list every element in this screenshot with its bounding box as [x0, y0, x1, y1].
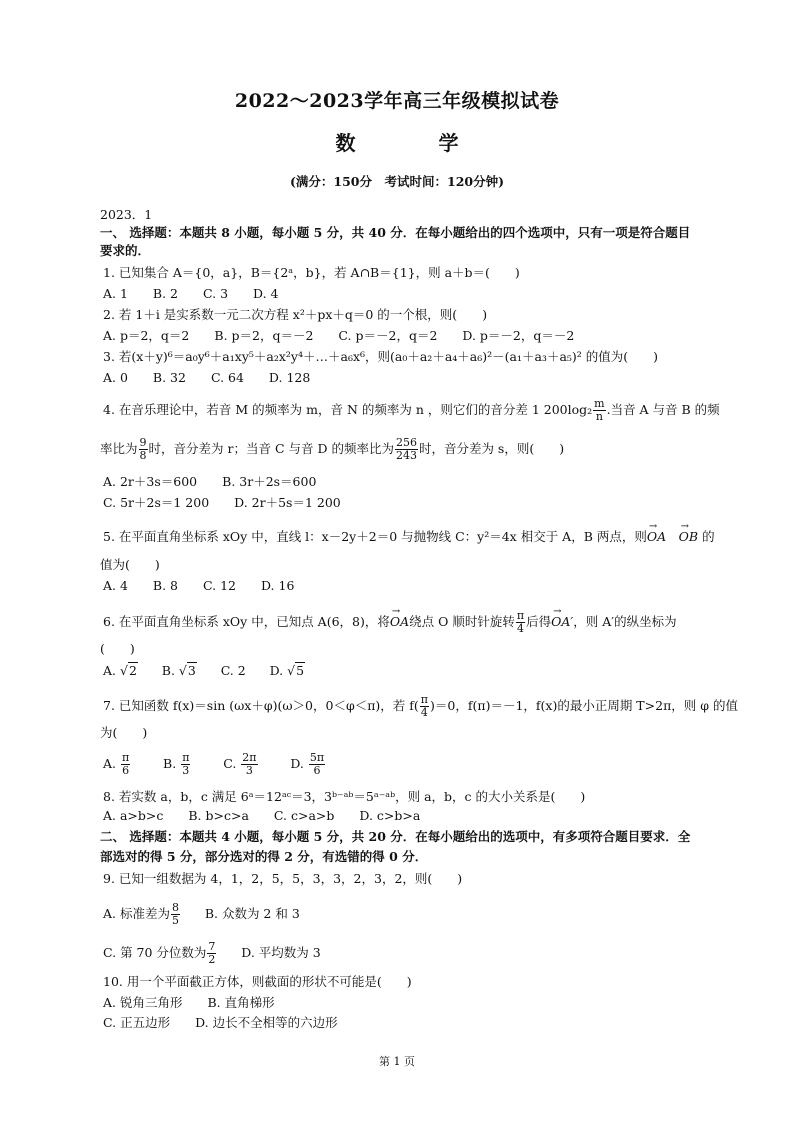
q4-fraction-mn: $\frac{m}{n}$ [594, 397, 605, 423]
q5-stem-line2: 值为( ) [100, 557, 160, 572]
vector-oa-prime: → OA′ [551, 613, 573, 631]
q9-options-ab: A. 标准差为 $\frac{8}{5}$ B. 众数为 2 和 3 [103, 901, 300, 927]
q4-options-ab: A. 2r＋3s＝600 B. 3r＋2s＝600 [103, 474, 317, 489]
q5-options: A. 4 B. 8 C. 12 D. 16 [103, 578, 295, 593]
section1-heading: 一、 选择题：本题共 8 小题，每小题 5 分，共 40 分．在每小题给出的四个选项中，只有一项是符合题目 [100, 225, 691, 240]
q5-stem-line1: 5. 在平面直角坐标系 xOy 中，直线 l：x－2y＋2＝0 与抛物线 C：y²＝4x 相交于 A，B 两点，则→ OA → OB 的 [103, 528, 715, 546]
vector-oa: → OA [647, 528, 666, 546]
q10-stem: 10. 用一个平面截正方体，则截面的形状不可能是( ) [103, 974, 412, 989]
q4-text-a: 4. 在音乐理论中，若音 M 的频率为 m，音 N 的频率为 n ，则它们的音分差 1 200log₂ [103, 402, 593, 417]
q4-fraction-9-8: $\frac{9}{8}$ [139, 436, 147, 462]
vector-oa: → OA [390, 613, 409, 631]
section2-heading: 二、 选择题：本题共 4 小题，每小题 5 分，共 20 分．在每小题给出的选项中，有多项符合题目要求．全 [100, 829, 691, 844]
q4-stem-line1 [103, 398, 720, 423]
q4-stem-line2: 率比为 $\frac{9}{8}$ 时，音分差为 r；当音 C 与音 D 的频率比为 $\frac{256}{243}$ 时，音分差为 s，则( ) [100, 436, 565, 462]
q1-options: A. 1 B. 2 C. 3 D. 4 [103, 286, 279, 301]
q6-stem-line1: 6. 在平面直角坐标系 xOy 中，已知点 A(6，8)，将→ OA绕点 O 顺时针旋转 $\frac{\pi}{4}$ 后得→ OA′，则 A′的纵坐标为 [103, 610, 677, 635]
q4-text-a-tail: .当音 A 与音 B 的频 [606, 402, 720, 417]
q8-options: A. a>b>c B. b>c>a C. c>a>b D. c>b>a [103, 808, 421, 823]
q9-options-cd: C. 第 70 分位数为 $\frac{7}{2}$ D. 平均数为 3 [103, 940, 321, 966]
q4-fraction-256-243: $\frac{256}{243}$ [395, 436, 417, 462]
q1-stem: 1. 已知集合 A＝{0，a}，B＝{2ᵃ，b}，若 A∩B＝{1}，则 a＋b＝( ) [103, 265, 520, 280]
score-time-note: (满分：150分 考试时间：120分钟) [289, 174, 504, 189]
q6-fraction-pi-4: $\frac{\pi}{4}$ [516, 609, 525, 635]
q2-stem: 2. 若 1＋i 是实系数一元二次方程 x²＋px＋q＝0 的一个根，则( ) [103, 307, 488, 322]
q6-stem-line2: ( ) [100, 641, 135, 656]
q7-stem-line1: 7. 已知函数 f(x)＝sin (ωx＋φ)(ω＞0，0＜φ＜π)，若 f( $\frac{\pi}{4}$ )＝0，f(π)＝－1，f(x)的最小正周期 T>2π，则 φ 的值 [103, 693, 738, 719]
subject-title: 数 学 [335, 131, 497, 155]
page-number: 第 1 页 [379, 1055, 415, 1068]
q10-options-cd: C. 正五边形 D. 边长不全相等的六边形 [103, 1015, 338, 1030]
q3-options: A. 0 B. 32 C. 64 D. 128 [103, 370, 311, 385]
q4-options-cd: C. 5r＋2s＝1 200 D. 2r＋5s＝1 200 [103, 495, 341, 510]
q2-options: A. p＝2，q＝2 B. p＝2，q＝－2 C. p＝－2，q＝2 D. p＝－2，q＝－2 [103, 328, 575, 343]
q7-stem-line2: 为( ) [100, 725, 148, 740]
q7-options: A. $\frac{\pi}{6}$ B. $\frac{\pi}{3}$ C. $\frac{2\pi}{3}$ D. $\frac{5\pi}{6}$ [103, 751, 325, 777]
section2-heading-cont: 部选对的得 5 分，部分选对的得 2 分，有选错的得 0 分． [100, 849, 428, 864]
q10-options-ab: A. 锐角三角形 B. 直角梯形 [103, 995, 275, 1010]
vector-ob: → OB [679, 528, 698, 546]
q8-stem: 8. 若实数 a，b，c 满足 6ᵃ＝12ᵃᶜ＝3，3ᵇ⁻ᵃᵇ＝5ᵃ⁻ᵃᵇ，则 a，b，c 的大小关系是( ) [103, 789, 586, 804]
q3-stem: 3. 若(x＋y)⁶＝a₀y⁶＋a₁xy⁵＋a₂x²y⁴＋…＋a₆x⁶，则(a₀＋a₂＋a₄＋a₆)²－(a₁＋a₃＋a₅)² 的值为( ) [103, 349, 659, 364]
q9-stem: 9. 已知一组数据为 4，1，2，5，5，3，3，2，3，2，则( ) [103, 871, 463, 886]
page-title: 2022～2023学年高三年级模拟试卷 [234, 90, 560, 112]
q6-options: A. √2 B. √3 C. 2 D. √5 [103, 663, 305, 678]
exam-date: 2023．1 [100, 207, 153, 222]
section1-heading-cont: 要求的． [100, 243, 151, 258]
q7-fraction-pi-4: $\frac{\pi}{4}$ [420, 693, 429, 719]
